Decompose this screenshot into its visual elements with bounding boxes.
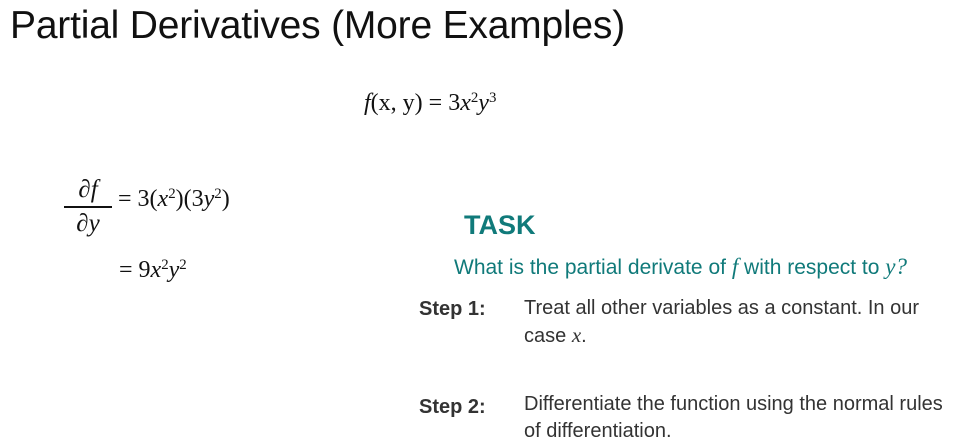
step-2-y-exponent: 2 (179, 256, 187, 273)
fraction-denominator: ∂y (76, 209, 100, 237)
fraction-bar (64, 206, 112, 208)
step-1-y: y (203, 186, 215, 212)
derivation-step-1 (118, 186, 230, 213)
function-x-exponent: 2 (470, 89, 479, 106)
function-equals: = 3 (422, 90, 461, 116)
function-name: f (364, 90, 371, 116)
function-definition (364, 90, 496, 117)
step-1-paren-open: ( (149, 186, 158, 212)
step-1-paren-close: ) (175, 186, 184, 212)
question-mark: ? (895, 254, 907, 279)
step-1-text (524, 295, 949, 350)
function-y: y (478, 90, 489, 116)
question-text-1: What is the partial derivate of (454, 256, 732, 279)
question-text-2: with respect to (738, 256, 886, 279)
step-1-text-end: . (581, 325, 587, 347)
step-1-text-body: Treat all other variables as a constant. In our case (524, 297, 920, 347)
function-y-exponent: 3 (488, 89, 497, 106)
function-args: (x, y) (370, 90, 423, 116)
fraction-numerator: ∂f (78, 176, 98, 203)
function-x: x (460, 90, 471, 116)
partial-derivative-fraction (64, 176, 112, 238)
slide-title: Partial Derivatives (More Examples) (10, 4, 626, 47)
step-2-y: y (168, 257, 180, 283)
step-1-x-exponent: 2 (168, 185, 176, 202)
step-2-label: Step 2: (419, 396, 486, 418)
step-2-x-exponent: 2 (161, 256, 169, 273)
step-1-equals: = (118, 186, 138, 212)
step-1-text-variable: x (571, 323, 582, 347)
step-1-coefficient: 3 (137, 186, 150, 212)
step-1-second-factor: (3 (183, 186, 204, 212)
step-1-y-exponent: 2 (214, 185, 222, 202)
question-variable: y (885, 254, 896, 279)
step-2-lead: = 9 (119, 257, 151, 283)
step-2-text: Differentiate the function using the normal rules of differentiation. (524, 393, 943, 442)
step-1-label: Step 1: (419, 298, 486, 320)
question-function: f (731, 254, 739, 279)
task-heading: TASK (464, 210, 536, 240)
task-question (454, 254, 907, 280)
derivation-step-2 (119, 257, 187, 284)
step-1-x: x (157, 186, 169, 212)
step-1-second-paren-close: ) (221, 186, 230, 212)
step-2-x: x (150, 257, 162, 283)
